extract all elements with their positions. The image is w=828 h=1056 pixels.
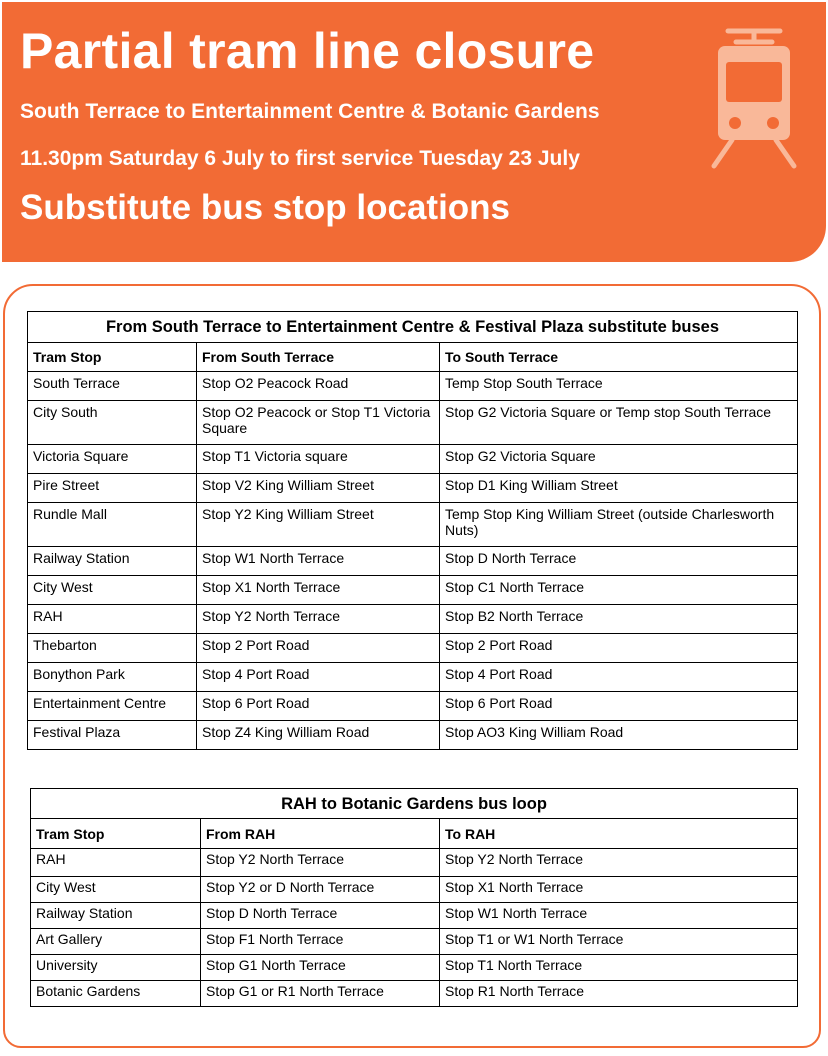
from-stop-cell: Stop F1 North Terrace: [201, 929, 440, 955]
from-stop-cell: Stop G1 or R1 North Terrace: [201, 981, 440, 1007]
to-stop-cell: Stop 4 Port Road: [440, 663, 798, 692]
table-caption: RAH to Botanic Gardens bus loop: [31, 789, 798, 819]
tram-stop-cell: Victoria Square: [28, 445, 197, 474]
from-stop-cell: Stop 4 Port Road: [197, 663, 440, 692]
table-row: [28, 692, 798, 721]
to-stop-cell: Stop D North Terrace: [440, 547, 798, 576]
to-stop-cell: Stop R1 North Terrace: [440, 981, 798, 1007]
to-stop-cell: Stop G2 Victoria Square: [440, 445, 798, 474]
to-stop-cell: Stop 2 Port Road: [440, 634, 798, 663]
tram-stop-cell: City West: [28, 576, 197, 605]
to-stop-cell: Temp Stop King William Street (outside Charlesworth Nuts): [440, 503, 798, 547]
to-stop-cell: Stop Y2 North Terrace: [440, 849, 798, 877]
table-row: [31, 903, 798, 929]
table-row: [28, 474, 798, 503]
to-stop-cell: Stop W1 North Terrace: [440, 903, 798, 929]
to-stop-cell: Stop G2 Victoria Square or Temp stop South Terrace: [440, 401, 798, 445]
tram-stop-cell: RAH: [31, 849, 201, 877]
column-header-from-rah: From RAH: [201, 819, 440, 849]
to-stop-cell: Stop AO3 King William Road: [440, 721, 798, 750]
botanic-gardens-loop-table: [30, 788, 798, 1007]
tram-stop-cell: Pire Street: [28, 474, 197, 503]
tram-stop-cell: RAH: [28, 605, 197, 634]
route-subtitle: South Terrace to Entertainment Centre & Botanic Gardens: [20, 100, 600, 123]
table-caption: From South Terrace to Entertainment Centre & Festival Plaza substitute buses: [28, 312, 798, 343]
column-header-to-south-terrace: To South Terrace: [440, 343, 798, 372]
tram-stop-cell: Railway Station: [31, 903, 201, 929]
table-row: [28, 401, 798, 445]
to-stop-cell: Stop D1 King William Street: [440, 474, 798, 503]
locations-heading: Substitute bus stop locations: [20, 188, 511, 227]
from-stop-cell: Stop Y2 King William Street: [197, 503, 440, 547]
from-stop-cell: Stop V2 King William Street: [197, 474, 440, 503]
from-stop-cell: Stop 2 Port Road: [197, 634, 440, 663]
to-stop-cell: Stop X1 North Terrace: [440, 877, 798, 903]
from-stop-cell: Stop Y2 or D North Terrace: [201, 877, 440, 903]
tram-stop-cell: Bonython Park: [28, 663, 197, 692]
table-row: [28, 663, 798, 692]
from-stop-cell: Stop G1 North Terrace: [201, 955, 440, 981]
tram-stop-cell: Botanic Gardens: [31, 981, 201, 1007]
column-header-tram-stop: Tram Stop: [31, 819, 201, 849]
from-stop-cell: Stop Z4 King William Road: [197, 721, 440, 750]
tram-stop-cell: University: [31, 955, 201, 981]
table-row: [31, 929, 798, 955]
table-row: [28, 576, 798, 605]
table-row: [28, 634, 798, 663]
column-header-tram-stop: Tram Stop: [28, 343, 197, 372]
column-header-from-south-terrace: From South Terrace: [197, 343, 440, 372]
tram-stop-cell: City South: [28, 401, 197, 445]
tram-stop-cell: Rundle Mall: [28, 503, 197, 547]
tram-stop-cell: South Terrace: [28, 372, 197, 401]
dates-subtitle: 11.30pm Saturday 6 July to first service Tuesday 23 July: [20, 147, 580, 170]
tram-stop-cell: Entertainment Centre: [28, 692, 197, 721]
table-row: [31, 981, 798, 1007]
from-stop-cell: Stop D North Terrace: [201, 903, 440, 929]
to-stop-cell: Stop T1 or W1 North Terrace: [440, 929, 798, 955]
to-stop-cell: Temp Stop South Terrace: [440, 372, 798, 401]
from-stop-cell: Stop X1 North Terrace: [197, 576, 440, 605]
from-stop-cell: Stop Y2 North Terrace: [201, 849, 440, 877]
table-row: [28, 372, 798, 401]
tram-stop-cell: Thebarton: [28, 634, 197, 663]
to-stop-cell: Stop C1 North Terrace: [440, 576, 798, 605]
table-row: [28, 721, 798, 750]
from-stop-cell: Stop W1 North Terrace: [197, 547, 440, 576]
tram-stop-cell: Art Gallery: [31, 929, 201, 955]
table-row: [31, 877, 798, 903]
tram-stop-cell: City West: [31, 877, 201, 903]
from-stop-cell: Stop 6 Port Road: [197, 692, 440, 721]
table-row: [28, 445, 798, 474]
table-row: [31, 849, 798, 877]
from-stop-cell: Stop Y2 North Terrace: [197, 605, 440, 634]
column-header-to-rah: To RAH: [440, 819, 798, 849]
from-stop-cell: Stop T1 Victoria square: [197, 445, 440, 474]
tram-stop-cell: Railway Station: [28, 547, 197, 576]
from-stop-cell: Stop O2 Peacock or Stop T1 Victoria Square: [197, 401, 440, 445]
tram-stop-cell: Festival Plaza: [28, 721, 197, 750]
to-stop-cell: Stop B2 North Terrace: [440, 605, 798, 634]
table-row: [28, 605, 798, 634]
table-row: [28, 547, 798, 576]
to-stop-cell: Stop T1 North Terrace: [440, 955, 798, 981]
page-title: Partial tram line closure: [20, 23, 595, 79]
to-stop-cell: Stop 6 Port Road: [440, 692, 798, 721]
south-terrace-substitute-table: [27, 311, 798, 750]
tram-icon: [706, 22, 802, 172]
from-stop-cell: Stop O2 Peacock Road: [197, 372, 440, 401]
table-row: [31, 955, 798, 981]
table-row: [28, 503, 798, 547]
header-banner: [2, 2, 826, 262]
